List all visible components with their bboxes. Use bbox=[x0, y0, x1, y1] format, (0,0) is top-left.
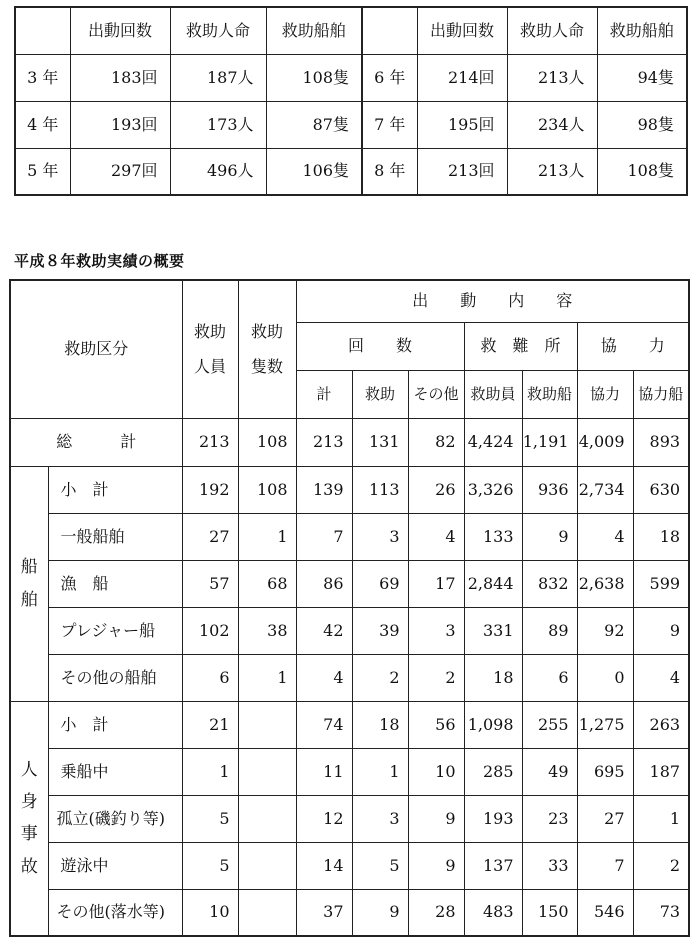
main-header-row-1 bbox=[10, 280, 689, 322]
cell-value: 3,326 bbox=[464, 466, 522, 513]
year-label: 4 年 bbox=[15, 101, 70, 148]
table-row bbox=[10, 513, 689, 560]
row-label: プレジャー船 bbox=[48, 607, 182, 654]
cell-value: 2,638 bbox=[577, 560, 633, 607]
dispatch-count: 214回 bbox=[417, 54, 507, 101]
year-label: 7 年 bbox=[362, 101, 417, 148]
cell-value: 82 bbox=[408, 418, 464, 466]
header-rescued-ships bbox=[238, 280, 296, 418]
cell-value: 4,424 bbox=[464, 418, 522, 466]
cell-value: 331 bbox=[464, 607, 522, 654]
cell-value: 1 bbox=[633, 795, 689, 842]
rescued-people: 173人 bbox=[170, 101, 266, 148]
cell-value: 150 bbox=[522, 889, 577, 936]
cell-value: 86 bbox=[296, 560, 352, 607]
cell-value: 5 bbox=[182, 842, 238, 889]
group-label-personal-char: 身 bbox=[20, 791, 38, 812]
row-label: その他(落水等) bbox=[48, 889, 182, 936]
header-total: 計 bbox=[296, 370, 352, 418]
cell-value: 42 bbox=[296, 607, 352, 654]
cell-value: 893 bbox=[633, 418, 689, 466]
cell-value: 4 bbox=[296, 654, 352, 701]
cell-value: 5 bbox=[182, 795, 238, 842]
cell-value: 9 bbox=[352, 889, 408, 936]
cell-value: 1,275 bbox=[577, 701, 633, 748]
cell-value: 2 bbox=[408, 654, 464, 701]
row-label: 小 計 bbox=[48, 466, 182, 513]
row-label: その他の船舶 bbox=[48, 654, 182, 701]
cell-value: 10 bbox=[408, 748, 464, 795]
table-row bbox=[10, 889, 689, 936]
group-label-ships-char: 舶 bbox=[20, 589, 38, 610]
cell-value: 73 bbox=[633, 889, 689, 936]
cell-value: 37 bbox=[296, 889, 352, 936]
cell-value: 483 bbox=[464, 889, 522, 936]
cell-value: 4 bbox=[577, 513, 633, 560]
dispatch-count: 213回 bbox=[417, 148, 507, 195]
section-title: 平成８年救助実績の概要 bbox=[14, 252, 185, 270]
group-label-personal-char: 事 bbox=[20, 824, 38, 845]
dispatch-count: 183回 bbox=[70, 54, 170, 101]
rescued-ships: 87隻 bbox=[266, 101, 362, 148]
header-other: その他 bbox=[408, 370, 464, 418]
summary-header-dispatch: 出動回数 bbox=[70, 7, 170, 54]
table-row bbox=[10, 748, 689, 795]
header-cooperation-boats: 協力船 bbox=[633, 370, 689, 418]
cell-value: 546 bbox=[577, 889, 633, 936]
cell-value: 74 bbox=[296, 701, 352, 748]
cell-value: 2,844 bbox=[464, 560, 522, 607]
cell-value bbox=[238, 842, 296, 889]
cell-value: 21 bbox=[182, 701, 238, 748]
year-label: 3 年 bbox=[15, 54, 70, 101]
cell-value: 3 bbox=[352, 795, 408, 842]
cell-value: 4 bbox=[633, 654, 689, 701]
cell-value bbox=[238, 748, 296, 795]
cell-value: 213 bbox=[182, 418, 238, 466]
summary-header-row bbox=[15, 7, 687, 54]
cell-value: 139 bbox=[296, 466, 352, 513]
rescued-ships: 106隻 bbox=[266, 148, 362, 195]
table-row bbox=[10, 701, 689, 748]
dispatch-count: 297回 bbox=[70, 148, 170, 195]
cell-value: 1 bbox=[238, 654, 296, 701]
summary-header-dispatch-right: 出動回数 bbox=[417, 7, 507, 54]
table-row bbox=[10, 654, 689, 701]
table-row bbox=[10, 795, 689, 842]
row-label: 一般船舶 bbox=[48, 513, 182, 560]
cell-value: 108 bbox=[238, 466, 296, 513]
group-label-personal-char: 故 bbox=[20, 856, 38, 877]
cell-value: 18 bbox=[464, 654, 522, 701]
cell-value: 33 bbox=[522, 842, 577, 889]
cell-value bbox=[238, 795, 296, 842]
cell-value: 5 bbox=[352, 842, 408, 889]
cell-value: 1,098 bbox=[464, 701, 522, 748]
cell-value: 69 bbox=[352, 560, 408, 607]
row-label-total: 総 計 bbox=[10, 418, 182, 466]
cell-value: 193 bbox=[464, 795, 522, 842]
cell-value: 131 bbox=[352, 418, 408, 466]
rescue-summary-table bbox=[9, 279, 690, 937]
cell-value: 936 bbox=[522, 466, 577, 513]
header-rescued-ships-line2: 隻数 bbox=[251, 357, 284, 377]
table-row bbox=[10, 842, 689, 889]
cell-value: 263 bbox=[633, 701, 689, 748]
cell-value: 28 bbox=[408, 889, 464, 936]
header-rescue-boats: 救助船 bbox=[522, 370, 577, 418]
cell-value: 1 bbox=[238, 513, 296, 560]
cell-value: 108 bbox=[238, 418, 296, 466]
cell-value: 12 bbox=[296, 795, 352, 842]
cell-value: 17 bbox=[408, 560, 464, 607]
cell-value: 1,191 bbox=[522, 418, 577, 466]
cell-value: 7 bbox=[577, 842, 633, 889]
group-label-personal-char: 人 bbox=[20, 759, 38, 780]
cell-value: 10 bbox=[182, 889, 238, 936]
row-label: 乗船中 bbox=[48, 748, 182, 795]
cell-value: 9 bbox=[633, 607, 689, 654]
header-rescued-ships-line1: 救助 bbox=[251, 322, 284, 342]
header-rescued-people bbox=[182, 280, 238, 418]
cell-value: 4,009 bbox=[577, 418, 633, 466]
header-rescuers: 救助員 bbox=[464, 370, 522, 418]
cell-value: 27 bbox=[182, 513, 238, 560]
rescued-ships: 98隻 bbox=[597, 101, 687, 148]
cell-value: 92 bbox=[577, 607, 633, 654]
cell-value: 6 bbox=[182, 654, 238, 701]
rescued-people: 496人 bbox=[170, 148, 266, 195]
summary-corner-cell-right bbox=[362, 7, 417, 54]
cell-value: 9 bbox=[522, 513, 577, 560]
cell-value: 3 bbox=[408, 607, 464, 654]
summary-header-people: 救助人命 bbox=[170, 7, 266, 54]
header-rescue-site: 救 難 所 bbox=[464, 322, 577, 370]
cell-value: 11 bbox=[296, 748, 352, 795]
cell-value: 26 bbox=[408, 466, 464, 513]
row-label: 漁 船 bbox=[48, 560, 182, 607]
summary-row bbox=[15, 148, 687, 195]
year-label: 5 年 bbox=[15, 148, 70, 195]
rescued-people: 234人 bbox=[507, 101, 597, 148]
cell-value: 2 bbox=[352, 654, 408, 701]
dispatch-count: 193回 bbox=[70, 101, 170, 148]
cell-value: 2,734 bbox=[577, 466, 633, 513]
row-label: 孤立(磯釣り等) bbox=[48, 795, 182, 842]
cell-value: 18 bbox=[633, 513, 689, 560]
year-label: 8 年 bbox=[362, 148, 417, 195]
cell-value: 102 bbox=[182, 607, 238, 654]
cell-value: 6 bbox=[522, 654, 577, 701]
cell-value bbox=[238, 701, 296, 748]
header-rescued-people-line1: 救助 bbox=[194, 322, 227, 342]
cell-value: 1 bbox=[182, 748, 238, 795]
cell-value: 255 bbox=[522, 701, 577, 748]
row-label: 小 計 bbox=[48, 701, 182, 748]
cell-value: 7 bbox=[296, 513, 352, 560]
cell-value: 89 bbox=[522, 607, 577, 654]
cell-value: 4 bbox=[408, 513, 464, 560]
rescued-ships: 94隻 bbox=[597, 54, 687, 101]
cell-value: 2 bbox=[633, 842, 689, 889]
cell-value: 23 bbox=[522, 795, 577, 842]
cell-value: 9 bbox=[408, 795, 464, 842]
cell-value: 213 bbox=[296, 418, 352, 466]
cell-value bbox=[238, 889, 296, 936]
summary-header-ships: 救助船舶 bbox=[266, 7, 362, 54]
rescued-people: 213人 bbox=[507, 148, 597, 195]
rescued-people: 187人 bbox=[170, 54, 266, 101]
summary-row bbox=[15, 54, 687, 101]
cell-value: 27 bbox=[577, 795, 633, 842]
header-rescue: 救助 bbox=[352, 370, 408, 418]
rescued-people: 213人 bbox=[507, 54, 597, 101]
cell-value: 0 bbox=[577, 654, 633, 701]
dispatch-count: 195回 bbox=[417, 101, 507, 148]
cell-value: 630 bbox=[633, 466, 689, 513]
header-cooperation: 協 力 bbox=[577, 322, 689, 370]
cell-value: 9 bbox=[408, 842, 464, 889]
cell-value: 137 bbox=[464, 842, 522, 889]
cell-value: 187 bbox=[633, 748, 689, 795]
cell-value: 113 bbox=[352, 466, 408, 513]
row-label: 遊泳中 bbox=[48, 842, 182, 889]
cell-value: 599 bbox=[633, 560, 689, 607]
group-label-personal bbox=[10, 701, 48, 936]
cell-value: 695 bbox=[577, 748, 633, 795]
table-row bbox=[10, 466, 689, 513]
group-label-ships bbox=[10, 466, 48, 701]
header-dispatch-details: 出 動 内 容 bbox=[296, 280, 689, 322]
cell-value: 18 bbox=[352, 701, 408, 748]
cell-value: 56 bbox=[408, 701, 464, 748]
cell-value: 1 bbox=[352, 748, 408, 795]
cell-value: 133 bbox=[464, 513, 522, 560]
summary-header-people-right: 救助人命 bbox=[507, 7, 597, 54]
year-label: 6 年 bbox=[362, 54, 417, 101]
summary-row bbox=[15, 101, 687, 148]
table-row-total bbox=[10, 418, 689, 466]
cell-value: 192 bbox=[182, 466, 238, 513]
table-row bbox=[10, 607, 689, 654]
rescued-ships: 108隻 bbox=[597, 148, 687, 195]
yearly-summary-table bbox=[14, 6, 688, 196]
summary-corner-cell bbox=[15, 7, 70, 54]
cell-value: 285 bbox=[464, 748, 522, 795]
header-cooperation-count: 協力 bbox=[577, 370, 633, 418]
cell-value: 14 bbox=[296, 842, 352, 889]
group-label-ships-char: 船 bbox=[20, 557, 38, 578]
cell-value: 49 bbox=[522, 748, 577, 795]
header-rescued-people-line2: 人員 bbox=[194, 357, 227, 377]
cell-value: 38 bbox=[238, 607, 296, 654]
header-count: 回 数 bbox=[296, 322, 464, 370]
cell-value: 3 bbox=[352, 513, 408, 560]
header-category: 救助区分 bbox=[10, 280, 182, 418]
summary-header-ships-right: 救助船舶 bbox=[597, 7, 687, 54]
table-row bbox=[10, 560, 689, 607]
rescued-ships: 108隻 bbox=[266, 54, 362, 101]
cell-value: 68 bbox=[238, 560, 296, 607]
cell-value: 832 bbox=[522, 560, 577, 607]
cell-value: 57 bbox=[182, 560, 238, 607]
cell-value: 39 bbox=[352, 607, 408, 654]
